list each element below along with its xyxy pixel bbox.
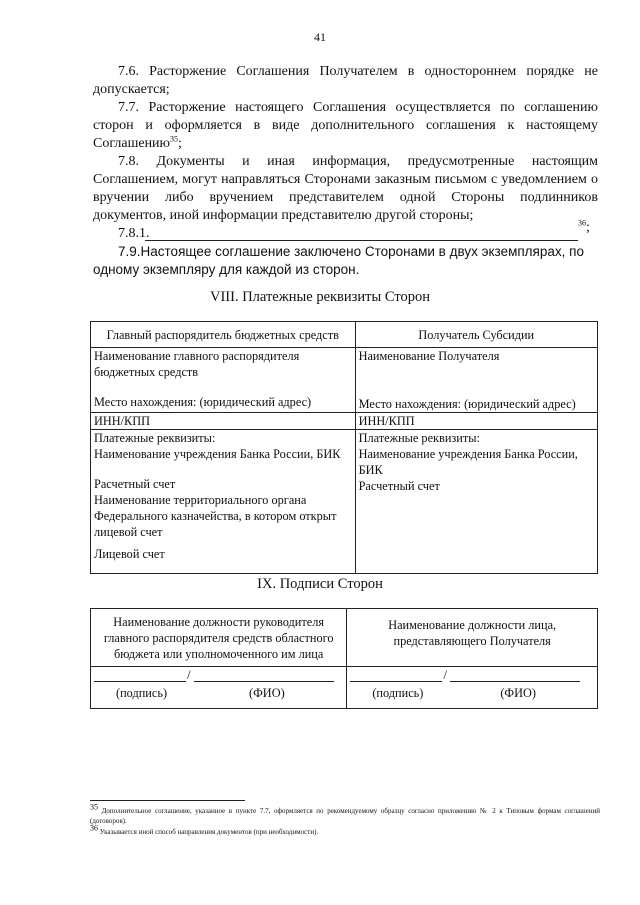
clause-7-9 <box>93 243 598 279</box>
recipient-fio-label: (ФИО) <box>500 686 536 700</box>
clause-7-8-1-blank-line <box>145 240 578 241</box>
table-row <box>91 609 598 667</box>
recipient-fio-line <box>450 681 580 682</box>
grantor-signature-cell: / (подпись) (ФИО) <box>91 667 347 709</box>
clause-7-7-end: ; <box>178 136 182 151</box>
clause-7-8-1-end: ; <box>586 220 590 235</box>
recipient-header: Получатель Субсидии <box>355 322 597 348</box>
footnote-separator <box>90 800 245 801</box>
grantor-fio-line <box>194 681 334 682</box>
page-number: 41 <box>314 30 326 44</box>
footnote-35: $^{35}$ Дополнительное соглашение, указанное в пункте 7.7, оформляется по рекомендуемому образцу согласно приложению № 2 к Типовым формам соглашений (договоров). <box>90 802 601 825</box>
grantor-inn-kpp: ИНН/КПП <box>91 413 356 430</box>
recipient-inn-kpp: ИНН/КПП <box>355 413 597 430</box>
grantor-header: Главный распорядитель бюджетных средств <box>91 322 356 348</box>
recipient-signatory-header: Наименование должности лица, представляющего Получателя <box>347 609 598 667</box>
footnote-36: $^{36}$ Указывается иной способ направления документов (при необходимости). <box>90 823 319 836</box>
grantor-signature-line <box>94 681 186 682</box>
recipient-signature-cell: / (подпись) (ФИО) <box>347 667 598 709</box>
section-9-title: IX. Подписи Сторон <box>257 576 383 592</box>
clause-7-8 <box>93 153 598 228</box>
table-row <box>91 322 598 348</box>
table-row <box>91 667 598 709</box>
clause-7-8-1-label: 7.8.1. <box>118 226 150 241</box>
signatures-table <box>90 608 598 709</box>
clause-7-6-text: 7.6. Расторжение Соглашения Получателем в одностороннем порядке не допускается; <box>93 64 598 97</box>
table-row <box>91 413 598 430</box>
grantor-name-address: Наименование главного распорядителя бюджетных средств Место нахождения: (юридический адрес) <box>91 348 356 413</box>
grantor-signatory-header: Наименование должности руководителя главного распорядителя средств областного бюджета или уполномоченного им лица <box>91 609 347 667</box>
recipient-signature-line <box>350 681 442 682</box>
table-row <box>91 430 598 574</box>
clause-7-6 <box>93 63 598 99</box>
clause-7-8-text: 7.8. Документы и иная информация, предусмотренные настоящим Соглашением, могут направляться Сторонами заказным письмом с уведомлением о вручении либо вручением представителем одной Стороны подлинников документов, иной информации представителю другой стороны; <box>93 154 598 223</box>
footnote-ref-36: 36 <box>578 218 586 228</box>
footnote-ref-35: 35 <box>170 134 179 144</box>
grantor-fio-label: (ФИО) <box>249 686 285 700</box>
clause-7-7-text: 7.7. Расторжение настоящего Соглашения осуществляется по соглашению сторон и оформляется в виде дополнительного соглашения к настоящему Соглашению <box>93 100 598 151</box>
table-row <box>91 348 598 413</box>
grantor-bank-details: Платежные реквизиты: Наименование учреждения Банка России, БИК Расчетный счет Наименование территориального органа Федерального казначейства, в котором открыт лицевой счет Лицевой счет <box>91 430 356 574</box>
recipient-bank-details: Платежные реквизиты: Наименование учреждения Банка России, БИК Расчетный счет <box>355 430 597 574</box>
recipient-sign-label: (подпись) <box>372 686 424 700</box>
recipient-name-address: Наименование Получателя Место нахождения: (юридический адрес) <box>355 348 597 413</box>
grantor-sign-label: (подпись) <box>116 686 168 700</box>
section-8-title: VIII. Платежные реквизиты Сторон <box>210 289 430 305</box>
clause-7-7 <box>93 99 598 153</box>
clause-7-9-text: 7.9.Настоящее соглашение заключено Сторонами в двух экземплярах, по одному экземпляру для каждой из сторон. <box>93 244 584 277</box>
payment-details-table <box>90 321 598 574</box>
